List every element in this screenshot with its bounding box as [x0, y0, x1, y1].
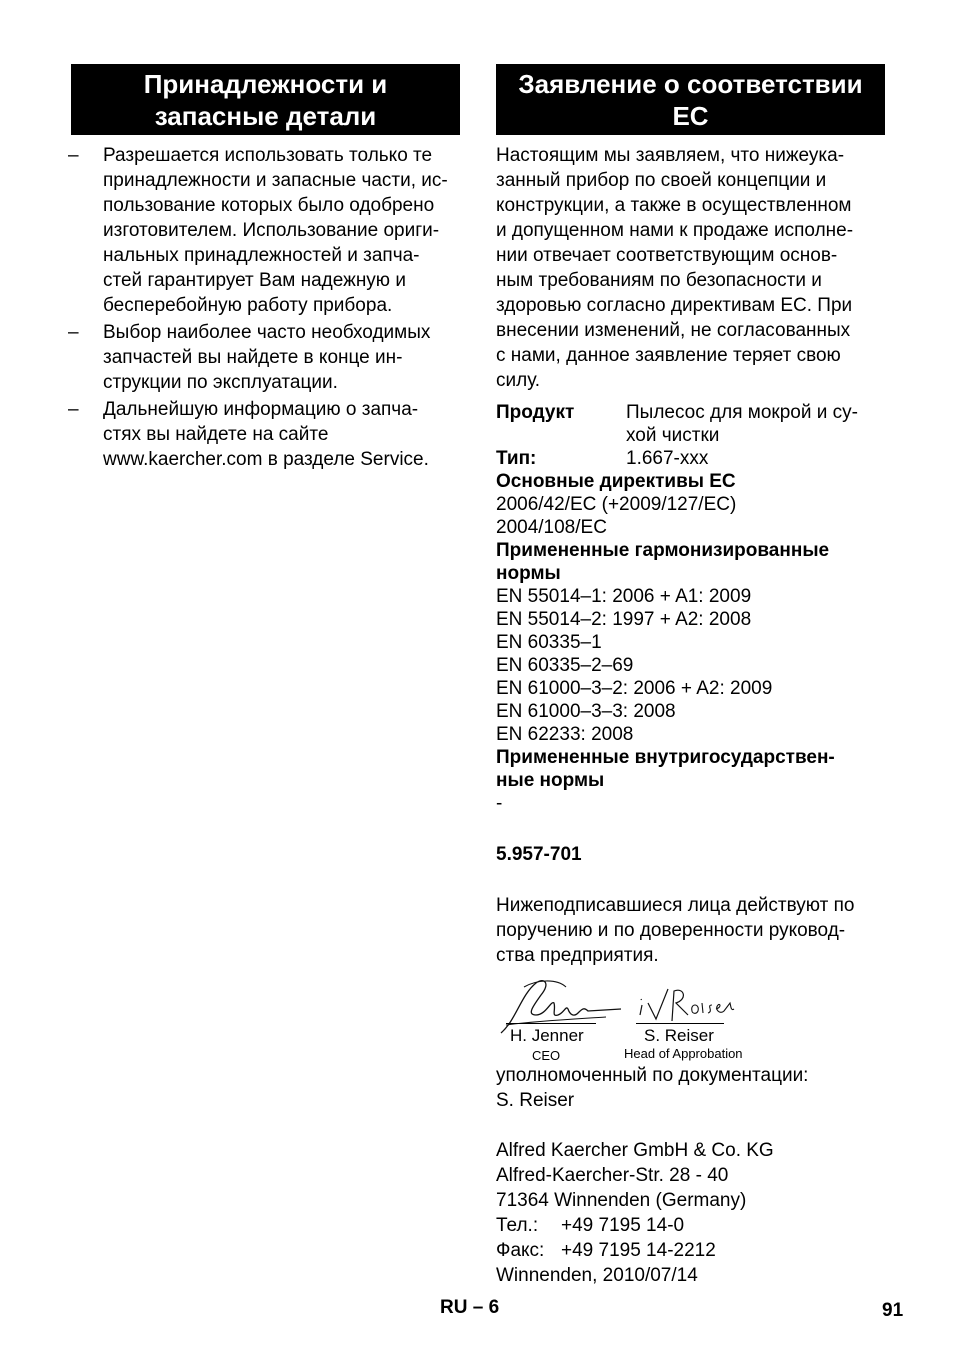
- harmonized-heading-line2: нормы: [496, 563, 561, 584]
- company-street: Alfred-Kaercher-Str. 28 - 40: [496, 1165, 729, 1186]
- text-line: Разрешается использовать только те: [103, 145, 433, 166]
- company-name: Alfred Kaercher GmbH & Co. KG: [496, 1140, 774, 1161]
- page-number: 91: [882, 1300, 904, 1321]
- standard-item: EN 61000–3–2: 2006 + A2: 2009: [496, 678, 773, 699]
- text-line: запчастей вы найдете в конце ин-: [103, 347, 403, 368]
- directives-heading: Основные директивы ЕС: [496, 471, 736, 492]
- type-label: Тип:: [496, 448, 537, 469]
- jenner-name: H. Jenner: [510, 1026, 584, 1045]
- type-value: 1.667-xxx: [626, 448, 709, 469]
- fax-number: +49 7195 14-2212: [561, 1240, 716, 1261]
- company-phone: [496, 1213, 896, 1238]
- accessories-heading-line2: запасные детали: [154, 100, 377, 131]
- ec-declaration-heading-line2: ЕС: [672, 100, 709, 131]
- standard-item: EN 55014–1: 2006 + A1: 2009: [496, 586, 752, 607]
- text-line: хой чистки: [626, 425, 720, 446]
- product-label: Продукт: [496, 402, 575, 423]
- text-line: изготовителем. Использование ориги-: [103, 220, 440, 241]
- accessories-bullet-list: [68, 143, 468, 474]
- reiser-name: S. Reiser: [644, 1026, 714, 1045]
- text-line: занный прибор по своей концепции и: [496, 170, 827, 191]
- phone-number: +49 7195 14-0: [561, 1215, 685, 1236]
- text-line: Нижеподписавшиеся лица действуют по: [496, 895, 855, 916]
- dash-marker: –: [68, 399, 79, 420]
- standard-item: EN 61000–3–3: 2008: [496, 701, 676, 722]
- text-line: ства предприятия.: [496, 945, 659, 966]
- text-line: конструкции, а также в осуществленном: [496, 195, 852, 216]
- text-line: S. Reiser: [496, 1090, 575, 1111]
- text-line: с нами, данное заявление теряет свою: [496, 345, 841, 366]
- national-heading-line1: Примененные внутригосударствен-: [496, 747, 835, 768]
- national-value: -: [496, 793, 503, 814]
- harmonized-heading-line1: Примененные гармонизированные: [496, 540, 830, 561]
- text-line: бесперебойную работу прибора.: [103, 295, 393, 316]
- text-line: здоровью согласно директивам ЕС. При: [496, 295, 853, 316]
- list-item: [68, 397, 468, 472]
- text-line: www.kaercher.com в разделе Service.: [103, 449, 429, 470]
- text-line: и допущенном нами к продаже исполне-: [496, 220, 854, 241]
- type-row: [496, 447, 896, 470]
- text-line: Настоящим мы заявляем, что нижеука-: [496, 145, 845, 166]
- accessories-heading-line1: Принадлежности и: [143, 68, 388, 99]
- text-line: струкции по эксплуатации.: [103, 372, 338, 393]
- ec-declaration-heading: [496, 64, 885, 135]
- place-date: Winnenden, 2010/07/14: [496, 1265, 698, 1286]
- fax-label: Факс:: [496, 1240, 545, 1261]
- text-line: нии отвечает соответствующим основ-: [496, 245, 838, 266]
- text-line: Дальнейшую информацию о запча-: [103, 399, 419, 420]
- directive-item: 2004/108/EC: [496, 517, 607, 538]
- reiser-signature-line: [636, 1023, 724, 1024]
- standard-item: EN 62233: 2008: [496, 724, 634, 745]
- text-line: пользование которых было одобрено: [103, 195, 435, 216]
- dash-marker: –: [68, 145, 79, 166]
- reiser-title: Head of Approbation: [624, 1046, 743, 1061]
- text-line: уполномоченный по документации:: [496, 1065, 809, 1086]
- standard-item: EN 60335–1: [496, 632, 602, 653]
- text-line: поручению и по доверенности руковод-: [496, 920, 846, 941]
- language-page-indicator: RU – 6: [440, 1297, 500, 1318]
- jenner-title: CEO: [532, 1048, 561, 1063]
- company-city: 71364 Winnenden (Germany): [496, 1190, 747, 1211]
- national-heading-line2: ные нормы: [496, 770, 605, 791]
- text-line: стей гарантирует Вам надежную и: [103, 270, 406, 291]
- product-specs: [496, 401, 896, 815]
- company-address: [496, 1138, 896, 1288]
- documentation-representative: [496, 1063, 896, 1113]
- standard-item: EN 55014–2: 1997 + A2: 2008: [496, 609, 752, 630]
- jenner-signature-line: [506, 1023, 596, 1024]
- dash-marker: –: [68, 322, 79, 343]
- product-row: [496, 401, 896, 447]
- phone-label: Тел.:: [496, 1215, 539, 1236]
- text-line: стях вы найдете на сайте: [103, 424, 329, 445]
- accessories-heading: [71, 64, 460, 135]
- company-fax: [496, 1238, 896, 1263]
- text-line: ным требованиям по безопасности и: [496, 270, 822, 291]
- declaration-intro-paragraph: [496, 143, 896, 393]
- ec-declaration-heading-line1: Заявление о соответствии: [518, 68, 863, 99]
- standard-item: EN 60335–2–69: [496, 655, 634, 676]
- text-line: внесении изменений, не согласованных: [496, 320, 851, 341]
- text-line: Выбор наиболее часто необходимых: [103, 322, 431, 343]
- signatory-note: [496, 893, 896, 968]
- document-number: 5.957-701: [496, 844, 582, 865]
- list-item: [68, 320, 468, 395]
- text-line: силу.: [496, 370, 541, 391]
- list-item: [68, 143, 468, 318]
- directive-item: 2006/42/EC (+2009/127/EC): [496, 494, 737, 515]
- text-line: нальных принадлежностей и запча-: [103, 245, 420, 266]
- signatures-area: [496, 975, 766, 1070]
- text-line: Пылесос для мокрой и су-: [626, 402, 858, 423]
- text-line: принадлежности и запасные части, ис-: [103, 170, 448, 191]
- product-value: [626, 401, 896, 447]
